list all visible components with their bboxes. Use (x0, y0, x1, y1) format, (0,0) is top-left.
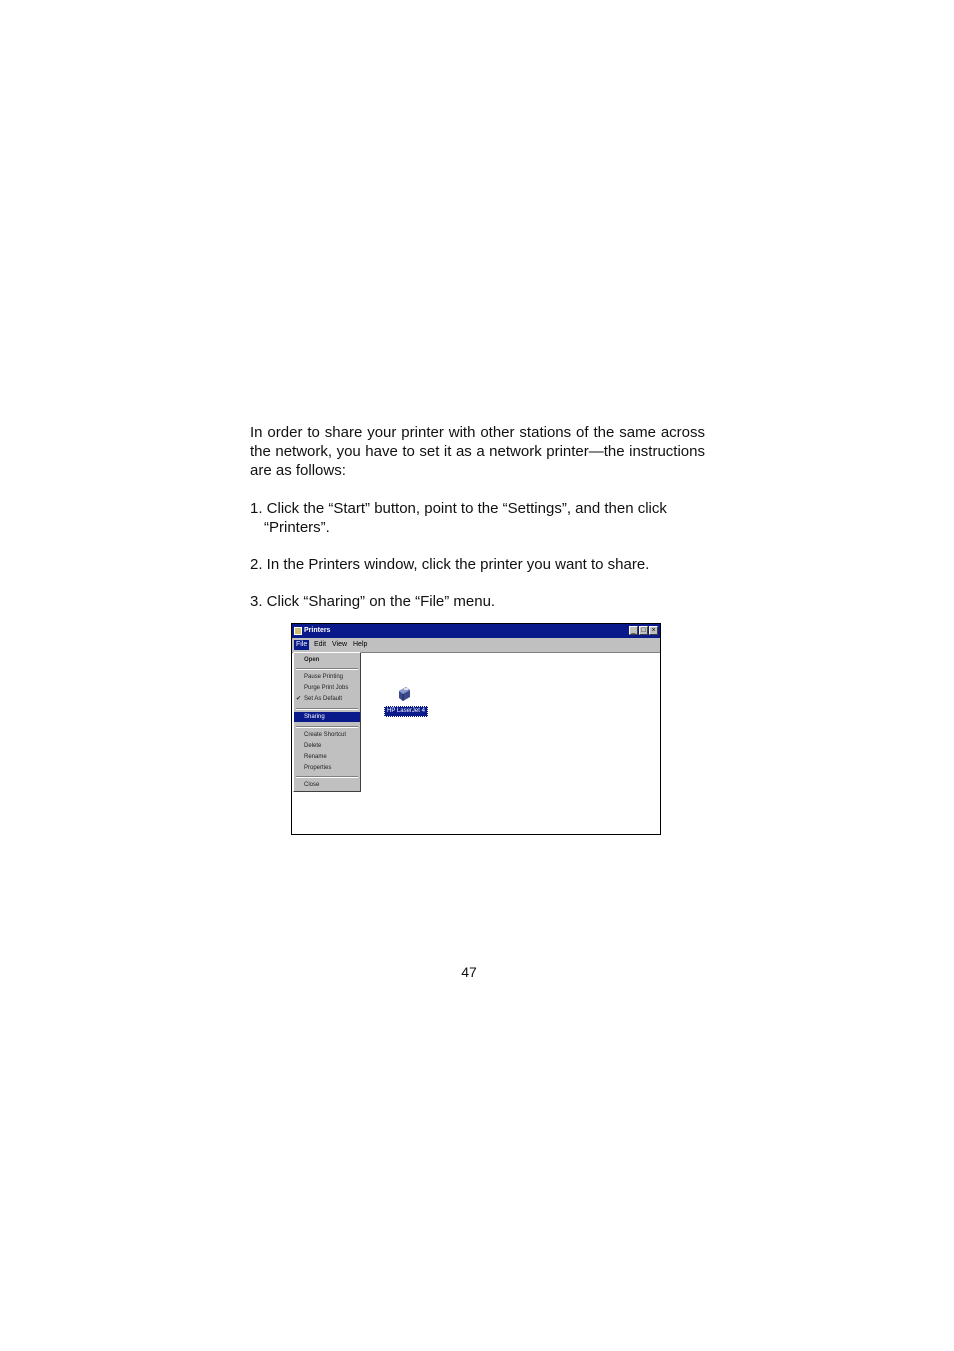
menu-item-sharing[interactable]: Sharing (294, 712, 360, 722)
menu-edit[interactable]: Edit (314, 641, 327, 648)
menu-file[interactable]: File (296, 641, 308, 648)
menu-item-open[interactable]: Open (304, 657, 320, 663)
file-menu-dropdown (293, 652, 361, 792)
menu-view[interactable]: View (332, 641, 348, 648)
maximize-button[interactable]: □ (639, 626, 648, 635)
page-number: 47 (461, 964, 477, 980)
menu-separator (296, 776, 358, 778)
menu-item-delete[interactable]: Delete (304, 743, 322, 749)
checkmark-icon: ✔ (296, 696, 302, 702)
menu-bar (292, 638, 660, 652)
step-1-line-2: “Printers”. (264, 519, 330, 536)
step-1-line-1: 1. Click the “Start” button, point to the “Settings”, and then click (250, 500, 667, 517)
printer-folder-icon (294, 627, 302, 635)
window-title: Printers (304, 627, 331, 634)
menu-item-set-as-default[interactable] (294, 694, 360, 704)
window-titlebar (292, 624, 660, 638)
menu-item-set-as-default-label: Set As Default (304, 696, 343, 702)
intro-paragraph: In order to share your printer with other stations of the same across the network, you have to set it as a network printer—the instructions are as follows: (250, 424, 705, 479)
step-3: 3. Click “Sharing” on the “File” menu. (250, 593, 496, 610)
close-button[interactable]: × (649, 626, 658, 635)
menu-item-close[interactable]: Close (304, 782, 320, 788)
step-1 (250, 499, 710, 537)
menu-item-purge-print-jobs[interactable]: Purge Print Jobs (304, 685, 349, 691)
menu-separator (296, 668, 358, 670)
menu-item-create-shortcut[interactable]: Create Shortcut (304, 732, 347, 738)
printer-icon[interactable] (395, 685, 413, 703)
menu-item-rename[interactable]: Rename (304, 754, 327, 760)
menu-separator (296, 708, 358, 710)
menu-separator (296, 726, 358, 728)
menu-item-properties[interactable]: Properties (304, 765, 332, 771)
step-2: 2. In the Printers window, click the printer you want to share. (250, 556, 650, 573)
printer-label[interactable]: HP LaserJet 4 (384, 706, 428, 717)
printers-window-screenshot (291, 623, 661, 835)
menu-item-pause-printing[interactable]: Pause Printing (304, 674, 344, 680)
minimize-button[interactable]: _ (629, 626, 638, 635)
menu-help[interactable]: Help (353, 641, 368, 648)
